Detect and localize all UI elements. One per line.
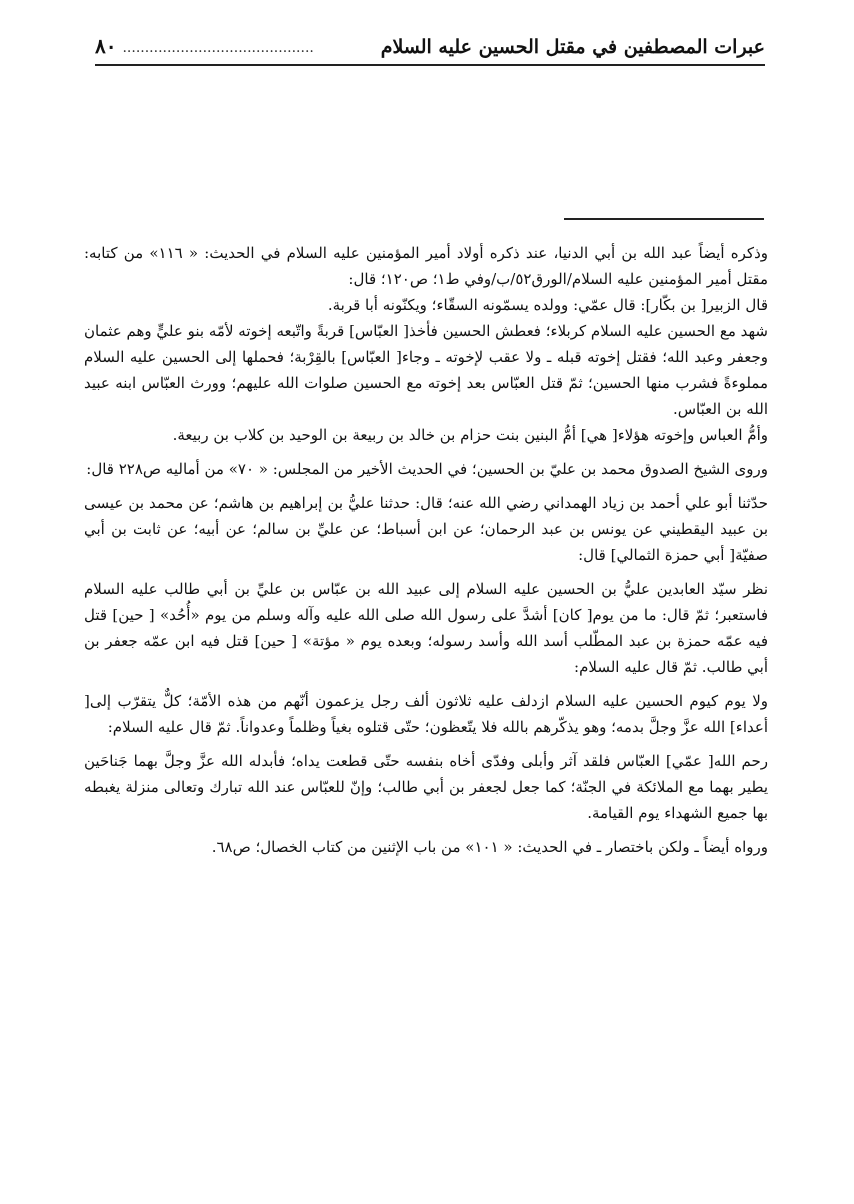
body-text bbox=[84, 240, 768, 868]
paragraph-ibn-abi-al-dunya: وذكره أيضاً عبد الله بن أبي الدنيا، عند ذكره أولاد أمير المؤمنين عليه السلام في الحديث: « ١١٦» من كتابه: مقتل أمير المؤمنين عليه السلام/الورق٥٢/ب/وفي ط١؛ ص١٢٠؛ قال: bbox=[84, 244, 769, 288]
paragraph-day-of-husayn: ولا يوم كيوم الحسين عليه السلام ازدلف عليه ثلاثون ألف رجل يزعمون أنّهم من هذه الأمّة؛ كلٌّ يتقرّب إلى[ أعداء] الله عزَّ وجلَّ بدمه؛ وهو يذكّرهم بالله فلا يتّعظون؛ حتّى قتلوه بغياً وظلماً وعدواناً. ثمّ قال عليه السلام: bbox=[84, 692, 768, 736]
header-title: عبرات المصطفين في مقتل الحسين عليه السلام bbox=[380, 36, 765, 58]
footnote-separator-rule bbox=[564, 218, 764, 220]
running-header bbox=[95, 28, 765, 66]
paragraph-karbala-narration: شهد مع الحسين عليه السلام كربلاء؛ فعطش الحسين فأخذ[ العبّاس] قربةً واتّبعه إخوته لأمّه بنو عليٍّ وهم عثمان وجعفر وعبد الله؛ فقتل إخوته قبله ـ ولا عقب لإخوته ـ وجاء[ العبّاس] بالقِرْبة؛ فحملها إلى الحسين عليه السلام مملوءةً فشرب منها الحسين؛ ثمّ قتل العبّاس بعد إخوته مع الحسين صلوات الله عليهم؛ وورث العبّاس ابنه عبيد الله بن العبّاس. bbox=[84, 322, 768, 418]
page-number: ٨٠ bbox=[95, 34, 117, 58]
paragraph-zubayr-quote: قال الزبير[ بن بكّار]: قال عمّي: وولده يسمّونه السقّاء؛ ويكنّونه أبا قربة. bbox=[327, 296, 768, 314]
header-dot-leader: ........................................... bbox=[122, 40, 314, 56]
paragraph-umm-al-banin: وأمُّ العباس وإخوته هؤلاء[ هي] أمُّ البنين بنت حزام بن خالد بن ربيعة بن الوحيد بن كلاب بن ربيعة. bbox=[172, 426, 768, 444]
paragraph-saduq-source: وروى الشيخ الصدوق محمد بن عليّ بن الحسين؛ في الحديث الأخير من المجلس: « ٧٠» من أماليه ص٢٢٨ قال: bbox=[86, 460, 768, 478]
paragraph-abbas-mercy: رحم الله[ عمّي] العبّاس فلقد آثر وأبلى وفدّى أخاه بنفسه حتّى قطعت يداه؛ فأبدله الله عزَّ وجلَّ بهما جَناحَين يطير بهما مع الملائكة في الجنّة؛ كما جعل لجعفر بن أبي طالب؛ وإنّ للعبّاس عند الله تبارك وتعالى منزلة يغبطه بها جميع الشهداء يوم القيامة. bbox=[84, 752, 768, 822]
paragraph-sajjad-narration: نظر سيّد العابدين عليُّ بن الحسين عليه السلام إلى عبيد الله بن عبّاس بن عليِّ بن أبي طالب عليه السلام فاستعبر؛ ثمّ قال: ما من يوم[ كان] أشدَّ على رسول الله صلى الله عليه وآله وسلم من يوم «أُحُد» [ حين] قتل فيه عمّه حمزة بن عبد المطّلب أسد الله وأسد رسوله؛ وبعده يوم « مؤتة» [ حين] قتل فيه ابن عمّه جعفر بن أبي طالب. ثمّ قال عليه السلام: bbox=[84, 580, 768, 676]
paragraph-khisal-source: ورواه أيضاً ـ ولكن باختصار ـ في الحديث: « ١٠١» من باب الإثنين من كتاب الخصال؛ ص٦٨. bbox=[211, 838, 768, 856]
paragraph-isnad-chain: حدّثنا أبو علي أحمد بن زياد الهمداني رضي الله عنه؛ قال: حدثنا عليُّ بن إبراهيم بن هاشم؛ عن محمد بن عيسى بن عبيد اليقطيني عن يونس بن عبد الرحمان؛ عن ابن أسباط؛ عن عليِّ بن سالم؛ عن أبيه؛ عن ثابت بن أبي صفيّة[ أبي حمزة الثمالي] قال: bbox=[84, 494, 768, 564]
